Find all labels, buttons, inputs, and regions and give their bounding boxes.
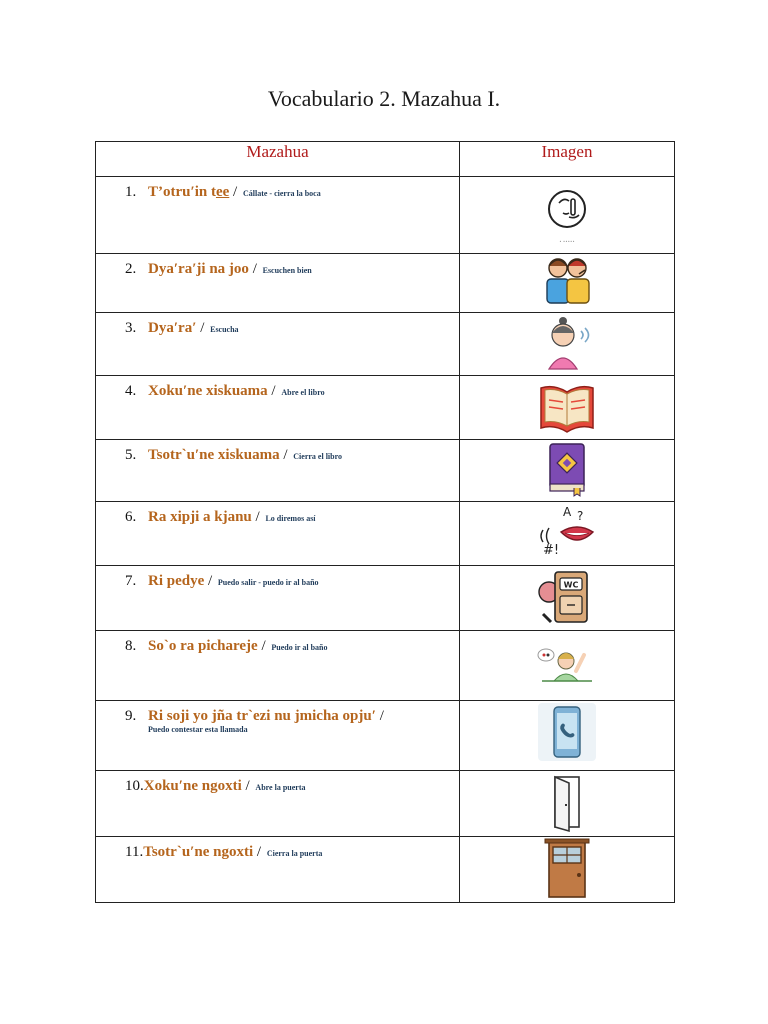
- table-row: [96, 631, 675, 701]
- row-number: 3.: [125, 320, 137, 336]
- mazahua-cell: [96, 502, 460, 566]
- speaking-mouth-icon: [531, 502, 603, 564]
- row-number: 10.: [125, 778, 144, 794]
- hush-gesture-icon: [537, 177, 597, 247]
- row-number: 9.: [125, 708, 137, 724]
- image-cell: [460, 313, 675, 376]
- mazahua-phrase: Ra xipji a kjanu: [148, 509, 252, 525]
- image-cell: [460, 837, 675, 903]
- table-row: [96, 177, 675, 254]
- mazahua-cell: [96, 177, 460, 254]
- mazahua-phrase: Dya′ra′: [148, 320, 201, 336]
- icon-caption: • •••••: [559, 239, 575, 244]
- mazahua-cell: [96, 440, 460, 502]
- image-cell: [460, 376, 675, 440]
- image-cell: [460, 254, 675, 313]
- mazahua-phrase: Xoku′ne ngoxti: [143, 778, 242, 794]
- mazahua-phrase: [148, 184, 229, 200]
- student-raising-hand-icon: [534, 631, 600, 691]
- table-row: [96, 701, 675, 771]
- row-number: 5.: [125, 447, 137, 463]
- spanish-translation: Escuchen bien: [262, 266, 312, 275]
- girl-listening-icon: [537, 313, 597, 373]
- icon-hash-exclaim: #!: [543, 543, 560, 558]
- table-row: [96, 771, 675, 837]
- spanish-translation: Abre el libro: [281, 388, 325, 397]
- mazahua-phrase: Ri pedye: [148, 573, 205, 589]
- table-row: [96, 254, 675, 313]
- page-title: Vocabulario 2. Mazahua I.: [267, 86, 501, 111]
- separator: /: [229, 184, 241, 200]
- spanish-translation: Escucha: [210, 325, 239, 334]
- separator: /: [251, 509, 264, 525]
- table-header-row: [96, 142, 675, 177]
- open-door-icon: [547, 771, 587, 833]
- image-cell: [460, 177, 675, 254]
- spanish-translation: Abre la puerta: [255, 783, 306, 792]
- vocabulary-table: [95, 141, 675, 903]
- closed-door-icon: [541, 837, 593, 899]
- separator: /: [204, 573, 216, 589]
- image-cell: [460, 771, 675, 837]
- mazahua-cell: [96, 701, 460, 771]
- mazahua-cell: [96, 376, 460, 440]
- mazahua-phrase: Xoku′ne xiskuama: [148, 383, 268, 399]
- spanish-translation: Lo diremos así: [265, 514, 316, 523]
- closed-book-icon: [542, 440, 592, 498]
- separator: /: [379, 708, 384, 724]
- mazahua-phrase: Tsotr`u′ne ngoxti: [143, 844, 254, 860]
- table-row: [96, 440, 675, 502]
- mazahua-cell: [96, 566, 460, 631]
- separator: /: [267, 383, 280, 399]
- row-number: 2.: [125, 261, 137, 277]
- mazahua-phrase-underlined: ee: [215, 184, 230, 200]
- row-number: 11.: [125, 844, 144, 860]
- separator: /: [257, 638, 270, 654]
- separator: /: [248, 261, 261, 277]
- image-cell: [460, 701, 675, 771]
- row-number: 4.: [125, 383, 137, 399]
- phone-call-icon: [536, 701, 598, 763]
- row-number: 7.: [125, 573, 137, 589]
- spanish-translation: Puedo salir - puedo ir al baño: [217, 578, 319, 587]
- spanish-translation: Puedo ir al baño: [271, 643, 328, 652]
- separator: /: [241, 778, 254, 794]
- image-cell: [460, 631, 675, 701]
- restroom-door-icon: [535, 566, 599, 628]
- icon-letter-a: A: [563, 505, 572, 519]
- mazahua-cell: [96, 313, 460, 376]
- separator: /: [279, 447, 292, 463]
- spanish-translation: Cierra la puerta: [266, 849, 323, 858]
- mazahua-cell: [96, 631, 460, 701]
- mazahua-phrase: Ri soji yo jña tr`ezi nu jmicha opju′: [148, 708, 380, 724]
- mazahua-cell: [96, 837, 460, 903]
- image-cell: [460, 502, 675, 566]
- table-row: [96, 566, 675, 631]
- mazahua-phrase: Tsotr`u′ne xiskuama: [148, 447, 280, 463]
- mazahua-phrase: Dya′ra′ji na joo: [148, 261, 249, 277]
- image-cell: [460, 566, 675, 631]
- two-people-listening-icon: [535, 254, 599, 310]
- table-row: [96, 502, 675, 566]
- separator: /: [253, 844, 265, 860]
- separator: /: [200, 320, 209, 336]
- row-number: 1.: [125, 184, 137, 200]
- spanish-translation: Puedo contestar esta llamada: [148, 725, 248, 734]
- mazahua-phrase: So`o ra pichareje: [148, 638, 258, 654]
- column-header-imagen: Imagen: [460, 142, 675, 177]
- table-row: [96, 837, 675, 903]
- open-book-icon: [537, 376, 597, 436]
- column-header-mazahua: Mazahua: [96, 142, 460, 177]
- table-row: [96, 313, 675, 376]
- row-number: 6.: [125, 509, 137, 525]
- spanish-translation: Cierra el libro: [293, 452, 343, 461]
- mazahua-cell: [96, 254, 460, 313]
- mazahua-phrase-part: T’otru′in t: [148, 184, 216, 200]
- icon-wc-label: WC: [563, 580, 579, 590]
- row-number: 8.: [125, 638, 137, 654]
- mazahua-cell: [96, 771, 460, 837]
- spanish-translation: Cállate - cierra la boca: [242, 189, 321, 198]
- image-cell: [460, 440, 675, 502]
- icon-question-mark: ?: [577, 509, 584, 523]
- table-row: [96, 376, 675, 440]
